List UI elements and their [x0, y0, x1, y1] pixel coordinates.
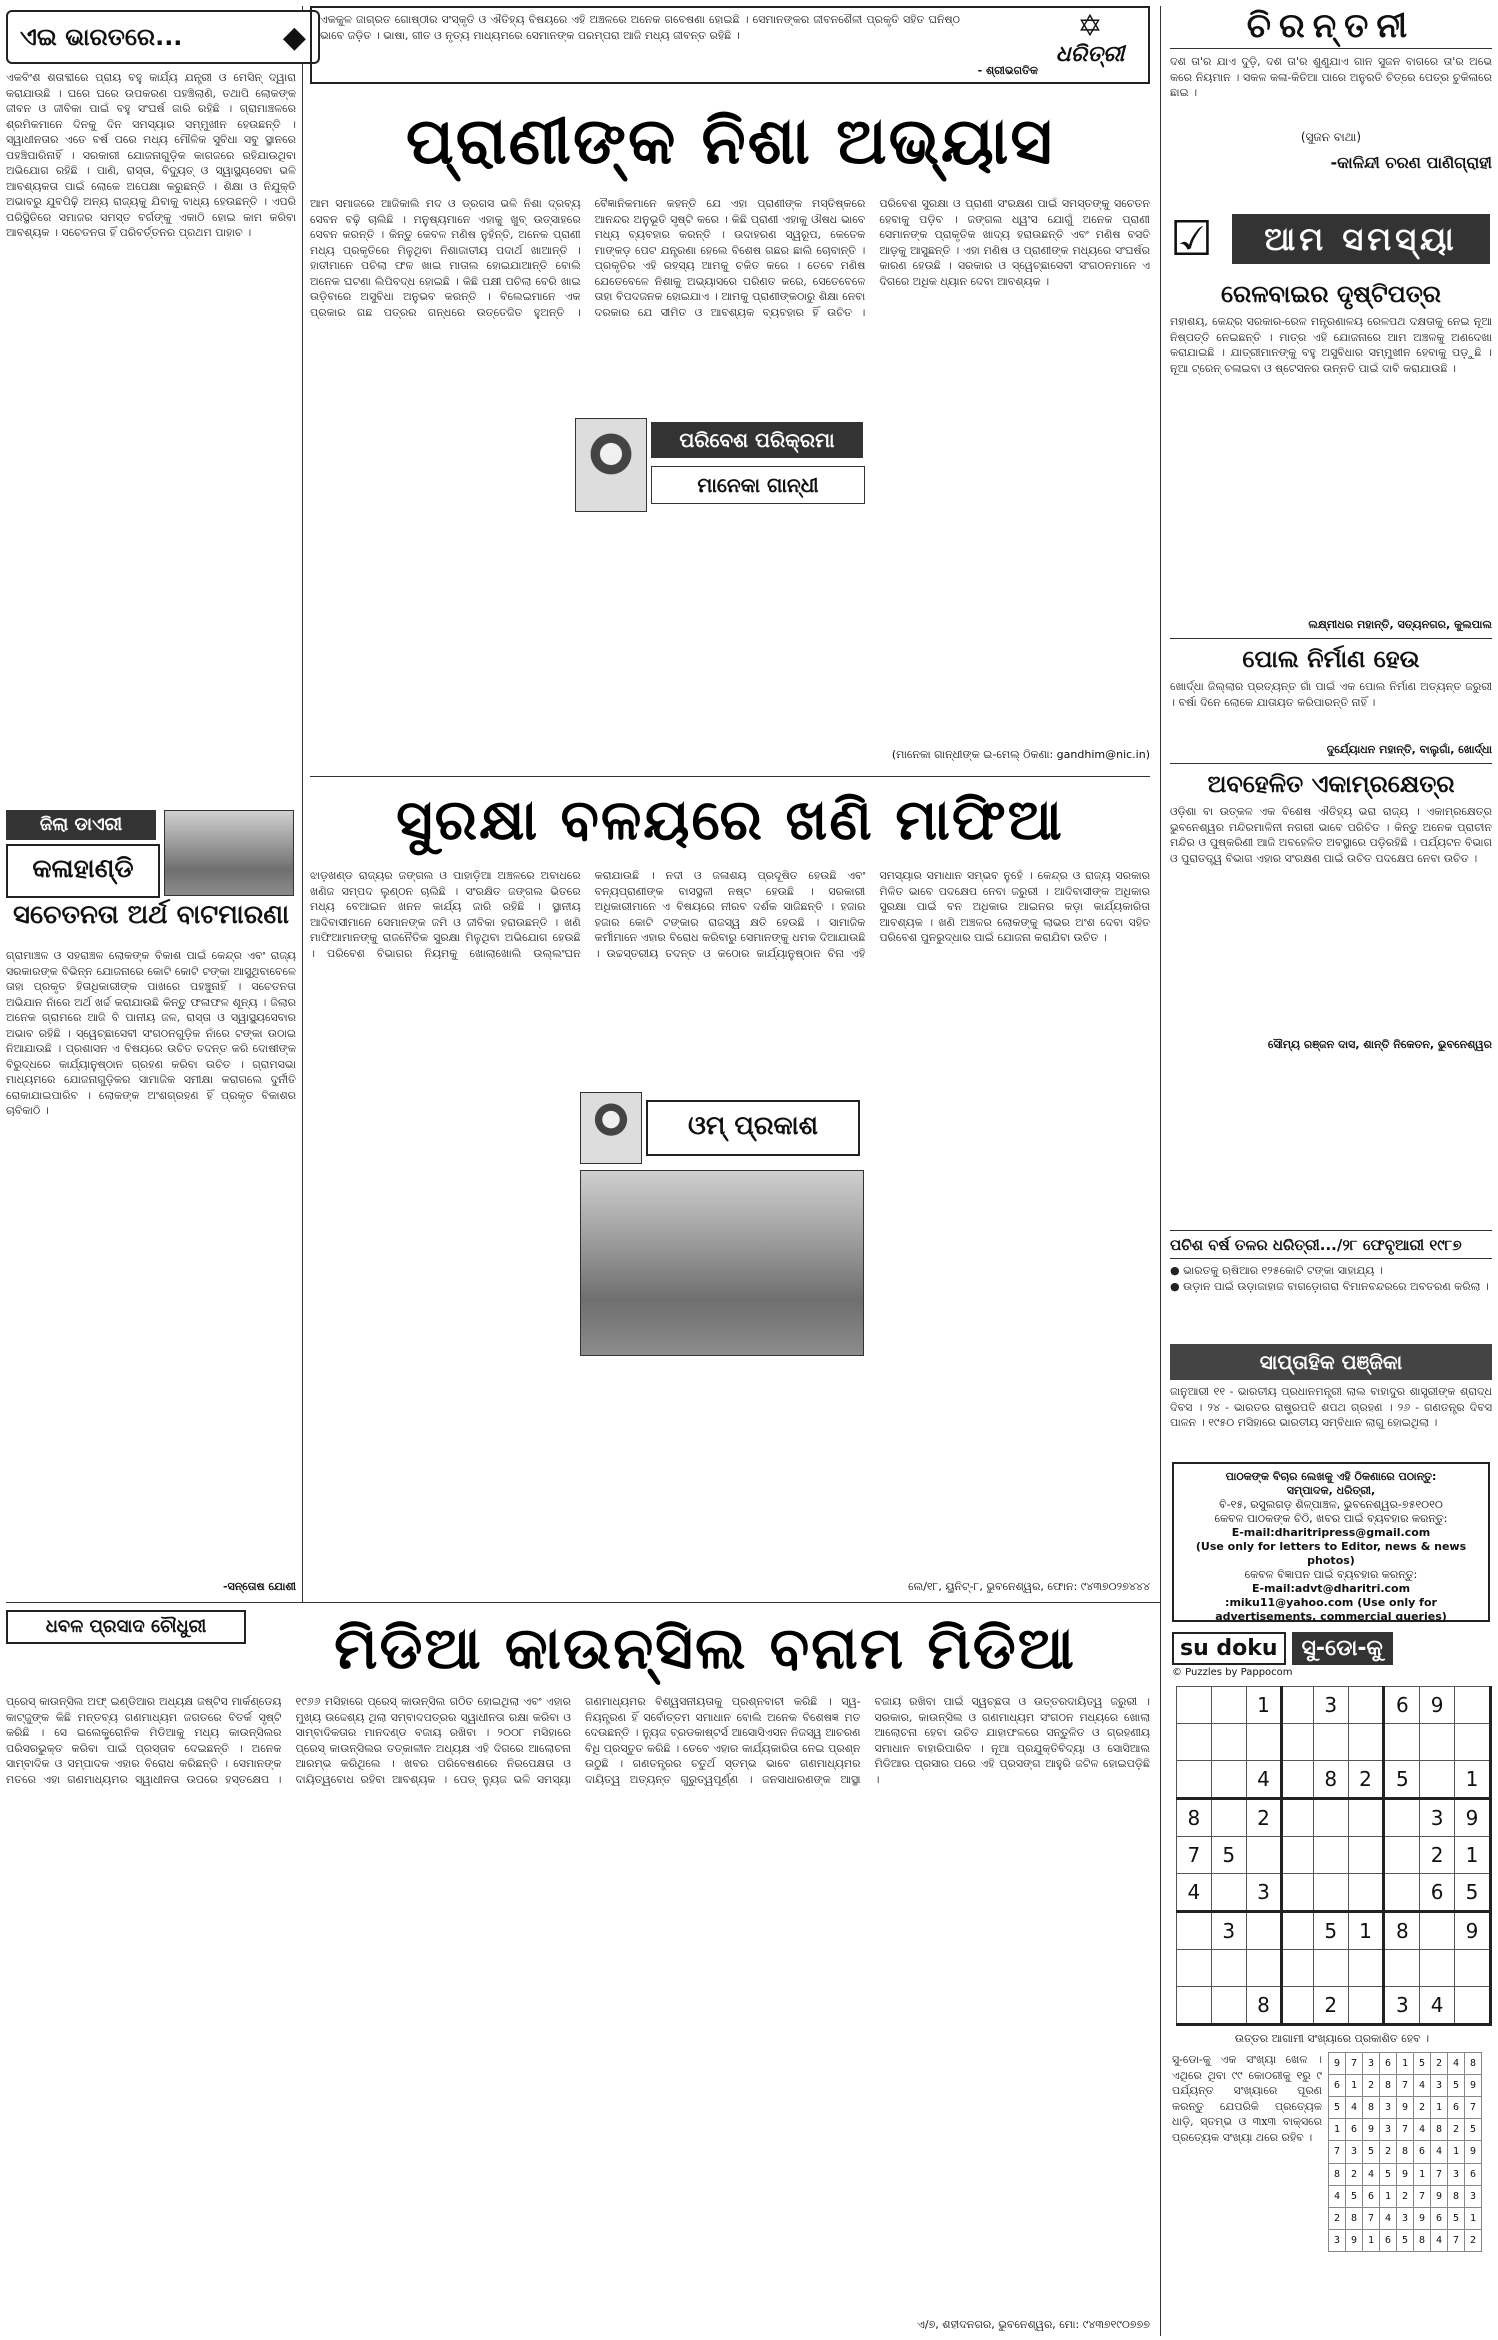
solution-row [1329, 2185, 1482, 2207]
solution-cell: 9 [1397, 2163, 1414, 2185]
sudoku-cell[interactable]: 2 [1420, 1837, 1455, 1874]
sudoku-cell[interactable] [1384, 1724, 1420, 1761]
solution-cell: 8 [1346, 2207, 1363, 2229]
solution-cell: 8 [1329, 2163, 1346, 2185]
sudoku-row [1177, 1687, 1491, 1724]
solution-cell: 9 [1363, 2119, 1380, 2141]
sudoku-cell[interactable] [1246, 1724, 1282, 1761]
solution-cell: 4 [1329, 2185, 1346, 2207]
solution-cell: 8 [1431, 2119, 1448, 2141]
solution-cell: 5 [1448, 2075, 1465, 2097]
sudoku-cell[interactable]: 1 [1455, 1761, 1491, 1799]
sudoku-cell[interactable]: 1 [1348, 1912, 1384, 1950]
sudoku-cell[interactable] [1348, 1950, 1384, 1987]
solution-cell: 4 [1414, 2119, 1431, 2141]
solution-row [1329, 2229, 1482, 2251]
sudoku-cell[interactable]: 2 [1348, 1761, 1384, 1799]
solution-row [1329, 2207, 1482, 2229]
sudoku-cell[interactable]: 2 [1246, 1799, 1282, 1837]
sudoku-cell[interactable] [1177, 1987, 1212, 2025]
sudoku-cell[interactable] [1211, 1987, 1246, 2025]
sudoku-cell[interactable] [1348, 1987, 1384, 2025]
sudoku-cell[interactable] [1348, 1687, 1384, 1724]
sudoku-cell[interactable] [1384, 1950, 1420, 1987]
mining-story-footer: ଲେ/୧୮, ୟୁନିଟ୍-୮, ଭୁବନେଶ୍ୱର, ଫୋନ: ୯୪୩୭୦୨୭୪୪୪ [908, 1580, 1150, 1593]
solution-cell: 7 [1363, 2207, 1380, 2229]
solution-cell: 5 [1448, 2207, 1465, 2229]
solution-row [1329, 2141, 1482, 2163]
editor-contact-line: ବି-୧୫, ରସୁଲଗଡ଼ ଶିଳ୍ପାଞ୍ଚଳ, ଭୁବନେଶ୍ୱର-୭୫୧୦୧୦ [1219, 1498, 1443, 1511]
sudoku-cell[interactable] [1211, 1874, 1246, 1912]
sudoku-cell[interactable] [1177, 1761, 1212, 1799]
solution-cell: 1 [1465, 2207, 1482, 2229]
sudoku-cell[interactable] [1282, 1950, 1313, 1987]
sudoku-cell[interactable] [1420, 1912, 1455, 1950]
dharitri-logo-text: ଧରିତ୍ରୀ [1055, 42, 1125, 67]
chirantani-rule [1170, 48, 1492, 49]
solution-cell: 1 [1397, 2053, 1414, 2075]
sudoku-cell[interactable] [1282, 1987, 1313, 2025]
letter-heading: ଅବହେଳିତ ଏକାମ୍ରକ୍ଷେତ୍ର [1207, 770, 1455, 798]
solution-cell: 8 [1363, 2097, 1380, 2119]
solution-cell: 9 [1465, 2075, 1482, 2097]
solution-cell: 9 [1397, 2097, 1414, 2119]
letter-heading: ରେଳବାଇର ଦୃଷ୍ଟିପତ୍ର [1220, 280, 1441, 308]
letter-author: ସୌମ୍ୟ ରଞ୍ଜନ ଦାସ, ଶାନ୍ତି ନିକେତନ, ଭୁବନେଶ୍ୱର [1267, 1038, 1492, 1051]
sudoku-cell[interactable] [1348, 1837, 1384, 1874]
solution-cell: 6 [1431, 2207, 1448, 2229]
sudoku-cell[interactable]: 8 [1177, 1799, 1212, 1837]
district-name: କଳାହାଣ୍ଡି [6, 844, 160, 898]
sudoku-solution-grid [1328, 2052, 1482, 2252]
sudoku-cell[interactable] [1282, 1687, 1313, 1724]
solution-row [1329, 2097, 1482, 2119]
solution-cell: 5 [1329, 2097, 1346, 2119]
sudoku-cell[interactable]: 7 [1177, 1837, 1212, 1874]
sudoku-cell[interactable] [1282, 1837, 1313, 1874]
letter-divider [1170, 638, 1492, 639]
ei-bharatare-label: ଏଇ ଭାରତରେ... [20, 23, 183, 51]
sudoku-cell[interactable] [1384, 1799, 1420, 1837]
district-headline: ସଚେତନତା ଅର୍ଥ ବାଟମାରଣା [13, 900, 289, 930]
solution-cell: 3 [1465, 2185, 1482, 2207]
sudoku-cell[interactable] [1211, 1799, 1246, 1837]
sudoku-title: ସୁ-ଡୋ-କୁ [1292, 1632, 1393, 1665]
solution-cell: 2 [1380, 2141, 1397, 2163]
solution-cell: 8 [1448, 2185, 1465, 2207]
sudoku-cell[interactable] [1282, 1724, 1313, 1761]
editor-email-link[interactable]: E-mail:dharitripress@gmail.com [1231, 1526, 1431, 1539]
solution-cell: 7 [1431, 2163, 1448, 2185]
media-author: ଧବଳ ପ୍ରସାଦ ଚୌଧୁରୀ [6, 1610, 246, 1644]
solution-cell: 2 [1363, 2075, 1380, 2097]
sudoku-cell[interactable]: 8 [1384, 1912, 1420, 1950]
solution-row [1329, 2075, 1482, 2097]
checkbox-icon: ☑ [1170, 211, 1214, 267]
sudoku-cell[interactable]: 4 [1420, 1987, 1455, 2025]
editor-contact-line: କେବଳ ବିଜ୍ଞାପନ ପାଇଁ ବ୍ୟବହାର କରନ୍ତୁ: [1244, 1568, 1418, 1581]
sudoku-cell[interactable] [1455, 1987, 1491, 2025]
sudoku-cell[interactable] [1282, 1799, 1313, 1837]
solution-cell: 2 [1465, 2229, 1482, 2251]
sudoku-cell[interactable] [1211, 1687, 1246, 1724]
sudoku-row [1177, 1837, 1491, 1874]
chirantani-source: (ସୁଜନ ବାଥା) [1300, 130, 1362, 144]
sudoku-cell[interactable] [1177, 1950, 1212, 1987]
editor-contact-note: (Use only for letters to Editor, news & news photos) [1195, 1540, 1467, 1567]
sudoku-cell[interactable] [1211, 1761, 1246, 1799]
section-rule [6, 1602, 1160, 1603]
sudoku-cell[interactable] [1282, 1874, 1313, 1912]
letter-heading: ପୋଲ ନିର୍ମାଣ ହେଉ [1242, 645, 1420, 673]
solution-cell: 3 [1380, 2097, 1397, 2119]
solution-cell: 7 [1414, 2185, 1431, 2207]
sudoku-cell[interactable] [1282, 1761, 1313, 1799]
sudoku-row [1177, 1987, 1491, 2025]
sudoku-cell[interactable]: 2 [1313, 1987, 1348, 2025]
solution-row [1329, 2119, 1482, 2141]
sudoku-cell[interactable]: 3 [1211, 1912, 1246, 1950]
solution-cell: 7 [1397, 2119, 1414, 2141]
sudoku-section [1172, 1632, 1492, 2332]
solution-cell: 9 [1346, 2229, 1363, 2251]
sudoku-cell[interactable]: 4 [1177, 1874, 1212, 1912]
solution-cell: 7 [1397, 2075, 1414, 2097]
solution-cell: 1 [1363, 2229, 1380, 2251]
sudoku-footer-note: ଉତ୍ତର ଆଗାମୀ ସଂଖ୍ୟାରେ ପ୍ରକାଶିତ ହେବ । [1234, 2032, 1430, 2045]
weekly-body: ଜାନୁଆରୀ ୧୧ - ଭାରତୀୟ ପ୍ରଧାନମନ୍ତ୍ରୀ ଲାଲ ବାହାଦୁର ଶାସ୍ତ୍ରୀଙ୍କ ଶ୍ରାଦ୍ଧ ଦିବସ । ୨୪ - ଭାରତର ରାଷ୍ଟ୍ରପତି ଶପଥ ଗ୍ରହଣ । ୨୬ - ଗଣତନ୍ତ୍ର ଦିବସ ପାଳନ । ୧୯୫୦ ମସିହାରେ ଭାରତୀୟ ସମ୍ବିଧାନ ଲାଗୁ ହୋଇଥିଲା । [1170, 1385, 1492, 1429]
solution-cell: 4 [1346, 2097, 1363, 2119]
sudoku-cell[interactable] [1348, 1874, 1384, 1912]
solution-cell: 6 [1380, 2053, 1397, 2075]
solution-cell: 9 [1431, 2185, 1448, 2207]
maneka-gandhi-photo [575, 418, 647, 512]
sudoku-cell[interactable]: 4 [1246, 1761, 1282, 1799]
solution-cell: 2 [1431, 2053, 1448, 2075]
solution-cell: 1 [1329, 2119, 1346, 2141]
solution-row [1329, 2163, 1482, 2185]
solution-cell: 4 [1431, 2141, 1448, 2163]
sudoku-cell[interactable] [1313, 1950, 1348, 1987]
mining-author: ଓମ୍ ପ୍ରକାଶ [646, 1100, 860, 1156]
solution-cell: 4 [1380, 2207, 1397, 2229]
solution-cell: 8 [1380, 2075, 1397, 2097]
solution-cell: 3 [1363, 2053, 1380, 2075]
solution-cell: 4 [1363, 2163, 1380, 2185]
top-strip-signature: - ଶ୍ରୀଭଗତିକ [977, 64, 1038, 77]
weekly-section [1170, 1344, 1492, 1454]
solution-cell: 3 [1329, 2229, 1346, 2251]
solution-cell: 8 [1414, 2229, 1431, 2251]
twenty-five-years-item: ● ଭାରତକୁ ଋଷିଆର ୧୨୫କୋଟି ଟଙ୍କା ସାହାଯ୍ୟ । [1170, 1264, 1383, 1277]
main-story-footer: (ମାନେକା ଗାନ୍ଧୀଙ୍କ ଇ-ମେଲ୍ ଠିକଣା: gandhim@nic.in) [891, 748, 1150, 761]
column-label: ପରିବେଶ ପରିକ୍ରମା [651, 422, 863, 458]
column-rule [302, 6, 303, 1602]
sudoku-cell[interactable]: 5 [1313, 1912, 1348, 1950]
columnist-box [575, 418, 865, 510]
solution-cell: 9 [1329, 2053, 1346, 2075]
sudoku-cell[interactable] [1313, 1724, 1348, 1761]
editor-contact-title: ପାଠକଙ୍କ ବିଚାର ଲେଖକୁ ଏହି ଠିକଣାରେ ପଠାନ୍ତୁ: [1225, 1470, 1437, 1483]
solution-cell: 3 [1431, 2075, 1448, 2097]
media-headline: ମିଡିଆ କାଉନ୍ସିଲ ବନାମ ମିଡିଆ [334, 1614, 1076, 1682]
sudoku-row [1177, 1950, 1491, 1987]
editor-contact-line: କେବଳ ପାଠକଙ୍କ ଚିଠି, ଖବର ପାଇଁ ବ୍ୟବହାର କରନ୍ତୁ: [1214, 1512, 1448, 1525]
solution-cell: 1 [1431, 2097, 1448, 2119]
solution-cell: 6 [1465, 2163, 1482, 2185]
sudoku-cell[interactable] [1177, 1687, 1212, 1724]
top-strip-body: ଏକକୁଳ ଜାଗ୍ରତ ଗୋଷ୍ଠୀର ସଂସ୍କୃତି ଓ ଐତିହ୍ୟ ବିଷୟରେ ଏହି ଅଞ୍ଚଳରେ ଅନେକ ଗବେଷଣା ହୋଇଛି । ସେମାନଙ୍କର ଜୀବନଶୈଳୀ ପ୍ରକୃତି ସହିତ ଘନିଷ୍ଠ ଭାବେ ଜଡ଼ିତ । ଭାଷା, ଗୀତ ଓ ନୃତ୍ୟ ମାଧ୍ୟମରେ ସେମାନଙ୍କ ପରମ୍ପରା ଆଜି ମଧ୍ୟ ଜୀବନ୍ତ ରହିଛି । [320, 13, 960, 42]
sudoku-cell[interactable]: 5 [1455, 1874, 1491, 1912]
letter-divider [1170, 763, 1492, 764]
mining-author-box [580, 1092, 860, 1164]
sudoku-row [1177, 1874, 1491, 1912]
india-map-icon: ◆ [282, 19, 306, 55]
sudoku-bottom [1172, 2052, 1492, 2252]
temple-photo [164, 810, 294, 896]
advt-email-link[interactable]: E-mail:advt@dharitri.com [1251, 1582, 1411, 1595]
sudoku-cell[interactable]: 8 [1313, 1761, 1348, 1799]
solution-cell: 5 [1397, 2229, 1414, 2251]
sudoku-header [1172, 1632, 1492, 1665]
solution-cell: 2 [1346, 2163, 1363, 2185]
editor-contact-box [1172, 1462, 1490, 1622]
sudoku-cell[interactable] [1246, 1837, 1282, 1874]
star-icon: ✡ [1077, 9, 1103, 44]
column-rule [1160, 6, 1161, 2336]
sudoku-cell[interactable] [1384, 1837, 1420, 1874]
sudoku-cell[interactable]: 9 [1455, 1799, 1491, 1837]
om-prakash-photo [580, 1092, 642, 1164]
solution-cell: 1 [1346, 2075, 1363, 2097]
sudoku-instructions: ସୁ-ଡୋ-କୁ ଏକ ସଂଖ୍ୟା ଖେଳ । ଏଥିରେ ଥିବା ୯୯ କୋଠରୀକୁ ୧ରୁ ୯ ପର୍ଯ୍ୟନ୍ତ ସଂଖ୍ୟାରେ ପୂରଣ କରନ୍ତୁ ଯେପରିକି ପ୍ରତ୍ୟେକ ଧାଡ଼ି, ସ୍ତମ୍ଭ ଓ ୩x୩ ବାକ୍ସରେ ପ୍ରତ୍ୟେକ ସଂଖ୍ୟା ଥରେ ରହିବ । [1172, 2053, 1322, 2144]
media-story-footer: ଏ/୭, ଶହୀଦନଗର, ଭୁବନେଶ୍ୱର, ମୋ: ୯୪୩୭୧୯୦୭୭୭ [917, 2318, 1150, 2331]
aama-samasya-header [1170, 208, 1492, 272]
sudoku-cell[interactable] [1177, 1724, 1212, 1761]
sudoku-cell[interactable] [1211, 1724, 1246, 1761]
sudoku-cell[interactable] [1420, 1724, 1455, 1761]
column-author: ମାନେକା ଗାନ୍ଧୀ [651, 466, 865, 504]
solution-cell: 6 [1414, 2141, 1431, 2163]
sudoku-cell[interactable]: 8 [1246, 1987, 1282, 2025]
solution-cell: 7 [1465, 2097, 1482, 2119]
solution-cell: 2 [1448, 2119, 1465, 2141]
solution-cell: 6 [1346, 2119, 1363, 2141]
main-story-body: ଆମ ସମାଜରେ ଆଜିକାଲି ମଦ ଓ ଡ୍ରଗସ ଭଳି ନିଶା ଦ୍ରବ୍ୟ ସେବନ ବଢ଼ି ଚାଲିଛି । ମନୁଷ୍ୟମାନେ ଏହାକୁ ଖୁବ୍ ଉତ୍ସାହରେ ସେବନ କରନ୍ତି । କିନ୍ତୁ କେବଳ ମଣିଷ ନୁହଁନ୍ତି, ଅନେକ ପ୍ରାଣୀ ମଧ୍ୟ ପ୍ରକୃତିରେ ମିଳୁଥିବା ନିଶାଜାତୀୟ ପଦାର୍ଥ ଖାଆନ୍ତି । ହାତୀମାନେ ପଚିଲା ଫଳ ଖାଇ ମାତାଲ ହୋଇଯାଆନ୍ତି ବୋଲି ଅନେକ ଘଟଣା ଲିପିବଦ୍ଧ ହୋଇଛି । କିଛି ପକ୍ଷୀ ପଚିଲା ବେରି ଖାଇ ଉଡ଼ିବାରେ ଅସୁବିଧା ଅନୁଭବ କରନ୍ତି । ବିଲେଇମାନେ ଏକ ପ୍ରକାର ଗଛ ପତ୍ରର ଗନ୍ଧରେ ଉତ୍ତେଜିତ ହୁଅନ୍ତି । ବୈଜ୍ଞାନିକମାନେ କହନ୍ତି ଯେ ଏହା ପ୍ରାଣୀଙ୍କ ମସ୍ତିଷ୍କରେ ଆନନ୍ଦର ଅନୁଭୂତି ସୃଷ୍ଟି କରେ । କିଛି ପ୍ରାଣୀ ଏହାକୁ ଔଷଧ ଭାବେ ମଧ୍ୟ ବ୍ୟବହାର କରନ୍ତି । ଉଦାହରଣ ସ୍ୱରୂପ, କେତେକ ମାଙ୍କଡ଼ ପେଟ ଯନ୍ତ୍ରଣା ହେଲେ ବିଶେଷ ଗଛର ଛାଲି ଚୋବାନ୍ତି । ପ୍ରକୃତିର ଏହି ରହସ୍ୟ ଆମକୁ ଚକିତ କରେ । ତେବେ ମଣିଷ ଯେତେବେଳେ ନିଶାକୁ ଅଭ୍ୟାସରେ ପରିଣତ କରେ, ସେତେବେଳେ ତାହା ବିପଦଜନକ ହୋଇଯାଏ । ଆମକୁ ପ୍ରାଣୀଙ୍କଠାରୁ ଶିକ୍ଷା ନେବା ଦରକାର ଯେ ସୀମିତ ଓ ଆବଶ୍ୟକ ବ୍ୟବହାର ହିଁ ଉଚିତ । ପରିବେଶ ସୁରକ୍ଷା ଓ ପ୍ରାଣୀ ସଂରକ୍ଷଣ ପାଇଁ ସମସ୍ତଙ୍କୁ ସଚେତନ ହେବାକୁ ପଡ଼ିବ । ଜଙ୍ଗଲ ଧ୍ୱଂସ ଯୋଗୁଁ ଅନେକ ପ୍ରାଣୀ ସେମାନଙ୍କ ପ୍ରାକୃତିକ ଖାଦ୍ୟ ହରାଉଛନ୍ତି ଏବଂ ମଣିଷ ବସତି ଆଡ଼କୁ ଆସୁଛନ୍ତି । ଏହା ମଣିଷ ଓ ପ୍ରାଣୀଙ୍କ ମଧ୍ୟରେ ସଂଘର୍ଷର କାରଣ ହେଉଛି । ସରକାର ଓ ସ୍ୱେଚ୍ଛାସେବୀ ସଂଗଠନମାନେ ଏ ଦିଗରେ ଅଧିକ ଧ୍ୟାନ ଦେବା ଆବଶ୍ୟକ । [310, 197, 1150, 319]
sudoku-cell[interactable]: 6 [1420, 1874, 1455, 1912]
district-diary-label: ଜିଲା ଡାଏରୀ [6, 810, 156, 840]
solution-cell: 2 [1397, 2185, 1414, 2207]
advt-email-link-2[interactable]: :miku11@yahoo.com (Use only for advertisements, commercial queries) [1215, 1596, 1447, 1623]
top-strip-box [310, 6, 1150, 84]
sudoku-cell[interactable]: 1 [1246, 1687, 1282, 1724]
mining-story-body: ଝାଡ଼ଖଣ୍ଡ ରାଜ୍ୟର ଜଙ୍ଗଲ ଓ ପାହାଡ଼ିଆ ଅଞ୍ଚଳରେ ଅବାଧରେ ଖଣିଜ ସମ୍ପଦ ଲୁଣ୍ଠନ ଚାଲିଛି । ସଂରକ୍ଷିତ ଜଙ୍ଗଲ ଭିତରେ ମଧ୍ୟ ବେଆଇନ ଖନନ କାର୍ଯ୍ୟ ଜାରି ରହିଛି । ସ୍ଥାନୀୟ ଆଦିବାସୀମାନେ ସେମାନଙ୍କ ଜମି ଓ ଜୀବିକା ହରାଉଛନ୍ତି । ଖଣି ମାଫିଆମାନଙ୍କୁ ରାଜନୈତିକ ସୁରକ୍ଷା ମିଳୁଥିବା ଅଭିଯୋଗ ହେଉଛି । ପରିବେଶ ବିଭାଗର ନିୟମକୁ ଖୋଲାଖୋଲି ଉଲ୍ଲଂଘନ କରାଯାଉଛି । ନଦୀ ଓ ଜଳାଶୟ ପ୍ରଦୂଷିତ ହେଉଛି ଏବଂ ବନ୍ୟପ୍ରାଣୀଙ୍କ ବାସସ୍ଥଳୀ ନଷ୍ଟ ହେଉଛି । ସରକାରୀ ଅଧିକାରୀମାନେ ଏ ବିଷୟରେ ନୀରବ ଦର୍ଶକ ସାଜିଛନ୍ତି । ହଜାର ହଜାର କୋଟି ଟଙ୍କାର ରାଜସ୍ୱ କ୍ଷତି ହେଉଛି । ସାମାଜିକ କର୍ମୀମାନେ ଏହାର ବିରୋଧ କରିବାରୁ ସେମାନଙ୍କୁ ଧମକ ଦିଆଯାଉଛି । ଉଚ୍ଚସ୍ତରୀୟ ତଦନ୍ତ ଓ କଠୋର କାର୍ଯ୍ୟାନୁଷ୍ଠାନ ବିନା ଏହି ସମସ୍ୟାର ସମାଧାନ ସମ୍ଭବ ନୁହେଁ । କେନ୍ଦ୍ର ଓ ରାଜ୍ୟ ସରକାର ମିଳିତ ଭାବେ ପଦକ୍ଷେପ ନେବା ଜରୁରୀ । ଆଦିବାସୀଙ୍କ ଅଧିକାର ସୁରକ୍ଷା ପାଇଁ ବନ ଅଧିକାର ଆଇନର କଡ଼ା କାର୍ଯ୍ୟକାରିତା ଆବଶ୍ୟକ । ଖଣି ଅଞ୍ଚଳର ଲୋକଙ୍କୁ ଲାଭର ଅଂଶ ଦେବା ସହିତ ପରିବେଶ ପୁନରୁଦ୍ଧାର ପାଇଁ ଯୋଜନା କରାଯିବା ଉଚିତ । [310, 869, 1150, 960]
letter-body: ଖୋର୍ଦ୍ଧା ଜିଲ୍ଲାର ପ୍ରତ୍ୟନ୍ତ ଗାଁ ପାଇଁ ଏକ ପୋଲ ନିର୍ମାଣ ଅତ୍ୟନ୍ତ ଜରୁରୀ । ବର୍ଷା ଦିନେ ଲୋକେ ଯାତାୟତ କରିପାରନ୍ତି ନାହିଁ । [1170, 680, 1492, 709]
sudoku-cell[interactable] [1313, 1837, 1348, 1874]
sudoku-cell[interactable]: 5 [1384, 1761, 1420, 1799]
solution-cell: 9 [1414, 2207, 1431, 2229]
district-body: ଗ୍ରାମାଞ୍ଚଳ ଓ ସହରାଞ୍ଚଳ ଲୋକଙ୍କ ବିକାଶ ପାଇଁ କେନ୍ଦ୍ର ଏବଂ ରାଜ୍ୟ ସରକାରଙ୍କ ବିଭିନ୍ନ ଯୋଜନାରେ କୋଟି କୋଟି ଟଙ୍କା ଆସୁଥିବାବେଳେ ତାହା ପ୍ରକୃତ ହିତାଧିକାରୀଙ୍କ ପାଖରେ ପହଞ୍ଚୁନାହିଁ । ସଚେତନତା ଅଭିଯାନ ନାଁରେ ଅର୍ଥ ଖର୍ଚ୍ଚ କରାଯାଉଛି କିନ୍ତୁ ଫଳାଫଳ ଶୂନ୍ୟ । ଜିଲାର ଅନେକ ଗ୍ରାମରେ ଆଜି ବି ପାନୀୟ ଜଳ, ରାସ୍ତା ଓ ସ୍ୱାସ୍ଥ୍ୟସେବାର ଅଭାବ ରହିଛି । ସ୍ୱେଚ୍ଛାସେବୀ ସଂଗଠନଗୁଡ଼ିକ ନାଁରେ ଟଙ୍କା ଉଠାଇ ନିଆଯାଉଛି । ପ୍ରଶାସନ ଏ ବିଷୟରେ ଉଚିତ ତଦନ୍ତ କରି ଦୋଷୀଙ୍କ ବିରୁଦ୍ଧରେ କାର୍ଯ୍ୟାନୁଷ୍ଠାନ ଗ୍ରହଣ କରିବା ଉଚିତ । ଗ୍ରାମସଭା ମାଧ୍ୟମରେ ଯୋଜନାଗୁଡ଼ିକର ସାମାଜିକ ସମୀକ୍ଷା କରାଗଲେ ଦୁର୍ନୀତି ରୋକାଯାଇପାରିବ । ଲୋକଙ୍କ ଅଂଶଗ୍ରହଣ ହିଁ ପ୍ରକୃତ ବିକାଶର ଚାବିକାଠି । [6, 949, 296, 1117]
sudoku-cell[interactable] [1455, 1687, 1491, 1724]
twenty-five-years-item: ● ଉଡ଼ାନ ପାଇଁ ଉଡ଼ାଜାହାଜ ବାଗଡ଼ୋଗରା ବିମାନବନ୍ଦରରେ ଅବତରଣ କରିଲା । [1170, 1279, 1489, 1293]
sudoku-cell[interactable]: 3 [1384, 1987, 1420, 2025]
sudoku-cell[interactable] [1177, 1912, 1212, 1950]
solution-cell: 1 [1380, 2185, 1397, 2207]
solution-cell: 7 [1346, 2053, 1363, 2075]
solution-cell: 1 [1448, 2141, 1465, 2163]
letter-author: ଦୁର୍ଯ୍ୟୋଧନ ମହାନ୍ତି, ବାଲୁଗାଁ, ଖୋର୍ଦ୍ଧା [1326, 743, 1492, 756]
sudoku-cell[interactable] [1348, 1724, 1384, 1761]
aama-samasya-title: ଆମ ସମସ୍ୟା [1232, 214, 1490, 264]
solution-row [1329, 2053, 1482, 2075]
sudoku-cell[interactable]: 9 [1455, 1912, 1491, 1950]
solution-cell: 1 [1414, 2163, 1431, 2185]
sudoku-row [1177, 1724, 1491, 1761]
solution-cell: 6 [1329, 2075, 1346, 2097]
solution-cell: 6 [1363, 2185, 1380, 2207]
sudoku-brand: su doku [1172, 1632, 1286, 1665]
twenty-five-years-item-text: ଉଡ଼ାନ ପାଇଁ ଉଡ଼ାଜାହାଜ ବାଗଡ଼ୋଗରା ବିମାନବନ୍ଦରରେ ଅବତରଣ କରିଲା । [1183, 1279, 1489, 1293]
letter-body: ଓଡ଼ିଶା ବା ଉତ୍କଳ ଏକ ବିଶେଷ ଐତିହ୍ୟ ଭରା ରାଜ୍ୟ । ଏକାମ୍ରକ୍ଷେତ୍ର ଭୁବନେଶ୍ୱର ମନ୍ଦିରମାଳିନୀ ନଗରୀ ଭାବେ ପରିଚିତ । କିନ୍ତୁ ଅନେକ ପ୍ରାଚୀନ ମନ୍ଦିର ଓ ପୁଷ୍କରିଣୀ ଆଜି ଅବହେଳିତ ଅବସ୍ଥାରେ ପଡ଼ିରହିଛି । ପର୍ଯ୍ୟଟନ ବିଭାଗ ଓ ପୁରାତତ୍ତ୍ୱ ବିଭାଗ ଏହାର ସଂରକ୍ଷଣ ପାଇଁ ଉଚିତ ପଦକ୍ଷେପ ନେବା ଉଚିତ । [1170, 805, 1492, 865]
media-story-body: ପ୍ରେସ୍ କାଉନ୍ସିଲ ଅଫ୍ ଇଣ୍ଡିଆର ଅଧ୍ୟକ୍ଷ ଜଷ୍ଟିସ ମାର୍କଣ୍ଡେୟ କାଟ୍ଜୁଙ୍କ କିଛି ମନ୍ତବ୍ୟ ଗଣମାଧ୍ୟମ ଜଗତରେ ବିତର୍କ ସୃଷ୍ଟି କରିଛି । ସେ ଇଲେକ୍ଟ୍ରୋନିକ ମିଡିଆକୁ ମଧ୍ୟ କାଉନ୍ସିଲର ପରିସରଭୁକ୍ତ କରିବା ପାଇଁ ପ୍ରସ୍ତାବ ଦେଇଛନ୍ତି । ଅନେକ ସାମ୍ବାଦିକ ଓ ସମ୍ପାଦକ ଏହାର ବିରୋଧ କରିଛନ୍ତି । ସେମାନଙ୍କ ମତରେ ଏହା ଗଣମାଧ୍ୟମର ସ୍ୱାଧୀନତା ଉପରେ ହସ୍ତକ୍ଷେପ । ୧୯୬୬ ମସିହାରେ ପ୍ରେସ୍ କାଉନ୍ସିଲ ଗଠିତ ହୋଇଥିଲା ଏବଂ ଏହାର ମୁଖ୍ୟ ଉଦ୍ଦେଶ୍ୟ ଥିଲା ସମ୍ବାଦପତ୍ରର ସ୍ୱାଧୀନତା ରକ୍ଷା କରିବା ଓ ସାମ୍ବାଦିକତାର ମାନଦଣ୍ଡ ବଜାୟ ରଖିବା । ୨୦୦୮ ମସିହାରେ ପ୍ରେସ୍ କାଉନ୍ସିଲର ତତ୍କାଳୀନ ଅଧ୍ୟକ୍ଷ ଏହି ଦିଗରେ ଆଲୋଚନା ଆରମ୍ଭ କରିଥିଲେ । ଖବର ପରିବେଷଣରେ ନିରପେକ୍ଷତା ଓ ଦାୟିତ୍ୱବୋଧ ରହିବା ଆବଶ୍ୟକ । ପେଡ୍ ନ୍ୟୁଜ ଭଳି ସମସ୍ୟା ଗଣମାଧ୍ୟମର ବିଶ୍ୱସନୀୟତାକୁ ପ୍ରଶ୍ନବାଚୀ କରିଛି । ସ୍ୱ-ନିୟନ୍ତ୍ରଣ ହିଁ ସର୍ବୋତ୍ତମ ସମାଧାନ ବୋଲି ଅନେକ ବିଶେଷଜ୍ଞ ମତ ଦେଉଛନ୍ତି । ନ୍ୟୁଜ ବ୍ରଡକାଷ୍ଟର୍ସ ଆସୋସିଏସନ ନିଜସ୍ୱ ଆଚରଣ ବିଧି ପ୍ରସ୍ତୁତ କରିଛି । ତେବେ ଏହାର କାର୍ଯ୍ୟକାରିତା ନେଇ ପ୍ରଶ୍ନ ଉଠୁଛି । ଗଣତନ୍ତ୍ରର ଚତୁର୍ଥ ସ୍ତମ୍ଭ ଭାବେ ଗଣମାଧ୍ୟମର ଦାୟିତ୍ୱ ଅତ୍ୟନ୍ତ ଗୁରୁତ୍ୱପୂର୍ଣ୍ଣ । ଜନସାଧାରଣଙ୍କ ଆସ୍ଥା ବଜାୟ ରଖିବା ପାଇଁ ସ୍ୱଚ୍ଛତା ଓ ଉତ୍ତରଦାୟିତ୍ୱ ଜରୁରୀ । ସରକାର, କାଉନ୍ସିଲ ଓ ଗଣମାଧ୍ୟମ ସଂଗଠନ ମଧ୍ୟରେ ଖୋଲା ଆଲୋଚନା ହେବା ଉଚିତ ଯାହାଫଳରେ ସନ୍ତୁଳିତ ଓ ଗ୍ରହଣୀୟ ସମାଧାନ ବାହାରିପାରିବ । ନୂଆ ପ୍ରଯୁକ୍ତିବିଦ୍ୟା ଓ ସୋସିଆଲ ମିଡିଆର ପ୍ରସାର ପରେ ଏହି ପ୍ରସଙ୍ଗ ଆହୁରି ଜଟିଳ ହୋଇପଡ଼ିଛି । [6, 1695, 1150, 1786]
solution-cell: 3 [1346, 2141, 1363, 2163]
chirantani-title: ଚିରନ୍ତନୀ [1246, 6, 1416, 46]
sudoku-grid [1176, 1686, 1492, 2026]
sudoku-cell[interactable] [1420, 1761, 1455, 1799]
solution-cell: 5 [1346, 2185, 1363, 2207]
sudoku-cell[interactable] [1282, 1912, 1313, 1950]
section-rule [1170, 1230, 1492, 1231]
solution-cell: 5 [1380, 2163, 1397, 2185]
ei-bharatare-body: ଏକବିଂଶ ଶତାବ୍ଦୀରେ ପ୍ରାୟ ବହୁ କାର୍ଯ୍ୟ ଯନ୍ତ୍ରୀ ଓ ମେସିନ୍ ଦ୍ୱାରା କରାଯାଉଛି । ଘରେ ଘରେ ଉପକରଣ ପହଞ୍ଚିଲାଣି, ତଥାପି ଲୋକଙ୍କ ଜୀବନ ଓ ଜୀବିକା ପାଇଁ ବହୁ ସଂଘର୍ଷ ଜାରି ରହିଛି । ଗ୍ରାମାଞ୍ଚଳରେ ଶ୍ରମିକମାନେ ଦିନକୁ ଦିନ ସମସ୍ୟାର ସମ୍ମୁଖୀନ ହେଉଛନ୍ତି । ସ୍ୱାଧୀନତାର ଏତେ ବର୍ଷ ପରେ ମଧ୍ୟ ମୌଳିକ ସୁବିଧା ସବୁ ସ୍ଥାନରେ ପହଞ୍ଚିପାରିନାହିଁ । ସରକାରୀ ଯୋଜନାଗୁଡ଼ିକ କାଗଜରେ ରହିଯାଉଥିବା ଅଭିଯୋଗ ରହିଛି । ପାଣି, ରାସ୍ତା, ବିଦ୍ୟୁତ୍ ଓ ସ୍ୱାସ୍ଥ୍ୟସେବା ଭଳି ଆବଶ୍ୟକତା ପାଇଁ ଲୋକେ ଅପେକ୍ଷା କରୁଛନ୍ତି । ଶିକ୍ଷା ଓ ନିଯୁକ୍ତି ଅଭାବରୁ ଯୁବପିଢ଼ି ଅନ୍ୟ ରାଜ୍ୟକୁ ଯିବାକୁ ବାଧ୍ୟ ହେଉଛନ୍ତି । ଏପରି ପରିସ୍ଥିତିରେ ସମାଜର ସମସ୍ତ ବର୍ଗଙ୍କୁ ଏକାଠି ହୋଇ କାମ କରିବା ଆବଶ୍ୟକ । ସଚେତନତା ହିଁ ପରିବର୍ତ୍ତନର ପ୍ରଥମ ପାହାଚ । [6, 71, 296, 239]
sudoku-credit: © Puzzles by Pappocom [1172, 1667, 1293, 1678]
sudoku-cell[interactable] [1246, 1912, 1282, 1950]
sudoku-cell[interactable]: 6 [1384, 1687, 1420, 1724]
solution-cell: 2 [1329, 2207, 1346, 2229]
solution-cell: 3 [1448, 2163, 1465, 2185]
twenty-five-years-section [1170, 1230, 1492, 1340]
ei-bharatare-header [6, 6, 306, 66]
weekly-title: ସାପ୍ତାହିକ ପଞ୍ଜିକା [1170, 1344, 1492, 1380]
twenty-five-years-title: ପଚିଶ ବର୍ଷ ତଳର ଧରିତ୍ରୀ.../୨୮ ଫେବୃଆରୀ ୧୯୮୭ [1170, 1236, 1492, 1259]
solution-cell: 8 [1465, 2053, 1482, 2075]
solution-cell: 4 [1431, 2229, 1448, 2251]
chirantani-section [1170, 6, 1492, 206]
sudoku-cell[interactable] [1455, 1950, 1491, 1987]
sudoku-cell[interactable] [1455, 1724, 1491, 1761]
editor-contact-line: ସମ୍ପାଦକ, ଧରିତ୍ରୀ, [1286, 1484, 1376, 1497]
solution-cell: 5 [1465, 2119, 1482, 2141]
sudoku-cell[interactable]: 3 [1313, 1687, 1348, 1724]
sudoku-cell[interactable]: 5 [1211, 1837, 1246, 1874]
solution-cell: 2 [1414, 2097, 1431, 2119]
sudoku-row [1177, 1912, 1491, 1950]
solution-cell: 5 [1363, 2141, 1380, 2163]
sudoku-cell[interactable] [1420, 1950, 1455, 1987]
solution-cell: 3 [1397, 2207, 1414, 2229]
solution-cell: 7 [1329, 2141, 1346, 2163]
sudoku-cell[interactable] [1313, 1799, 1348, 1837]
hill-photo [580, 1170, 864, 1356]
letter-body: ମହାଶୟ, କେନ୍ଦ୍ର ସରକାର-ରେଳ ମନ୍ତ୍ରଣାଳୟ ରେଳପଥ ଦକ୍ଷତାକୁ ନେଇ ନୂଆ ନିଷ୍ପତ୍ତି ନେଇଛନ୍ତି । ମାତ୍ର ଏହି ଯୋଜନାରେ ଆମ ଅଞ୍ଚଳକୁ ଅଣଦେଖା କରାଯାଇଛି । ଯାତ୍ରୀମାନଙ୍କୁ ବହୁ ଅସୁବିଧାର ସମ୍ମୁଖୀନ ହେବାକୁ ପଡ଼ୁଛି । ନୂଆ ଟ୍ରେନ୍ ଚଳାଇବା ଓ ଷ୍ଟେସନର ଉନ୍ନତି ପାଇଁ ଦାବି କରାଯାଉଛି । [1170, 315, 1492, 375]
solution-cell: 4 [1448, 2053, 1465, 2075]
district-author: -ସନ୍ତୋଷ ଯୋଶୀ [222, 1580, 296, 1593]
sudoku-row [1177, 1761, 1491, 1799]
mining-headline: ସୁରକ୍ଷା ବଳୟରେ ଖଣି ମାଫିଆ [310, 776, 1150, 864]
sudoku-row [1177, 1799, 1491, 1837]
twenty-five-years-item-text: ଭାରତକୁ ଋଷିଆର ୧୨୫କୋଟି ଟଙ୍କା ସାହାଯ୍ୟ । [1183, 1264, 1383, 1277]
sudoku-cell[interactable] [1211, 1950, 1246, 1987]
sudoku-cell[interactable]: 3 [1246, 1874, 1282, 1912]
sudoku-cell[interactable] [1246, 1950, 1282, 1987]
letter-author: ଲକ୍ଷ୍ମୀଧର ମହାନ୍ତି, ସତ୍ୟନଗର, କୁଲପାଲ [1308, 618, 1492, 631]
solution-cell: 8 [1397, 2141, 1414, 2163]
sudoku-cell[interactable]: 1 [1455, 1837, 1491, 1874]
main-headline: ପ୍ରାଣୀଙ୍କ ନିଶା ଅଭ୍ୟାସ [405, 105, 1055, 179]
sudoku-cell[interactable]: 9 [1420, 1687, 1455, 1724]
solution-cell: 9 [1465, 2141, 1482, 2163]
solution-cell: 6 [1448, 2097, 1465, 2119]
solution-cell: 4 [1414, 2075, 1431, 2097]
solution-cell: 5 [1414, 2053, 1431, 2075]
chirantani-poem: ଦଶ ତା'ର ଯାଏ ଦୁଡ଼ି, ଦଶ ତା'ର ଶୁଣୁଯାଏ ଗାନ ସୁଜନ ବାଗରେ ତା'ର ଅଭେ କରେ ନିୟମାନ । ସକଳ କଳା-କିତିଆ ପାରେ ଅନୁରତି ଚିତ୍ରେ ପେତ୍ର ଚୁକିଳାରେ ଛାଇ । [1170, 55, 1492, 99]
solution-cell: 7 [1448, 2229, 1465, 2251]
sudoku-cell[interactable]: 3 [1420, 1799, 1455, 1837]
sudoku-cell[interactable] [1313, 1874, 1348, 1912]
sudoku-cell[interactable] [1384, 1874, 1420, 1912]
district-diary-header [6, 808, 296, 898]
solution-cell: 6 [1380, 2229, 1397, 2251]
sudoku-cell[interactable] [1348, 1799, 1384, 1837]
dharitri-logo [1040, 9, 1140, 78]
solution-cell: 3 [1380, 2119, 1397, 2141]
chirantani-author: -କାଳିନ୍ଦୀ ଚରଣ ପାଣିଗ୍ରାହୀ [1330, 153, 1492, 172]
